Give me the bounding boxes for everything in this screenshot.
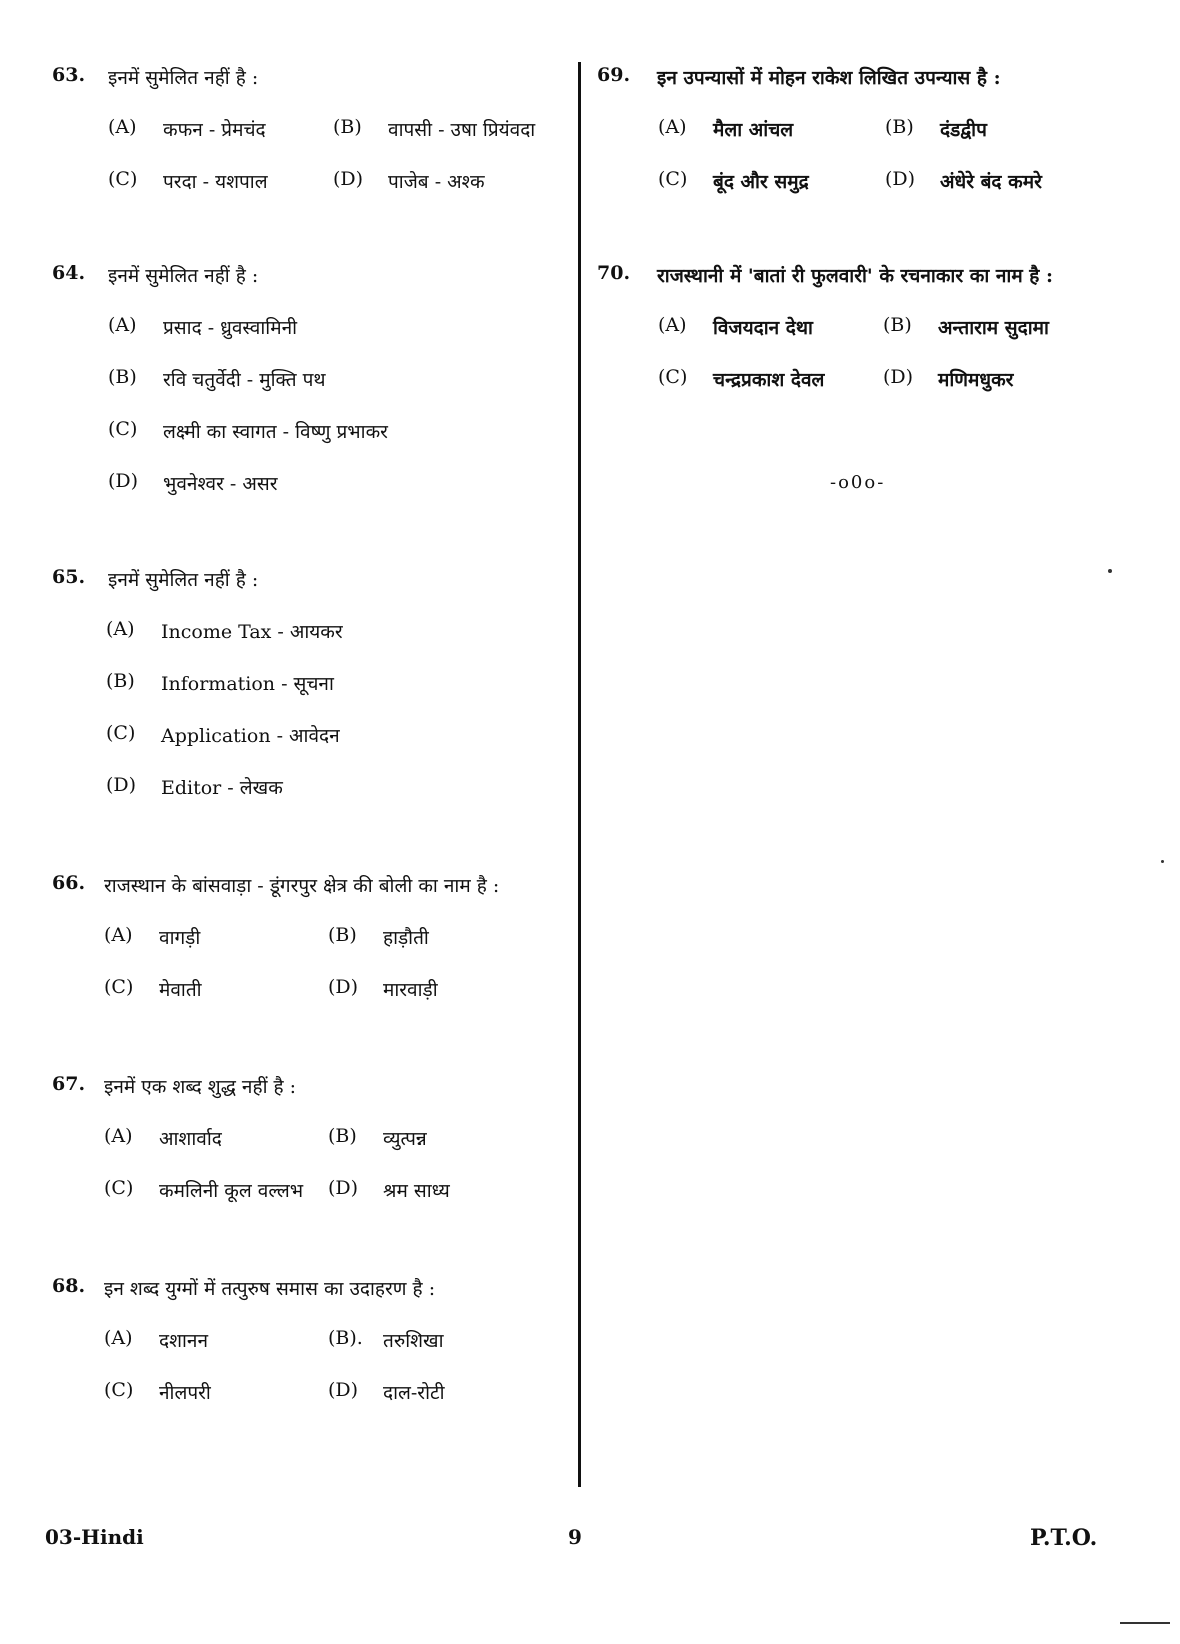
question-text: राजस्थानी में 'बातां री फुलवारी' के रचनाकार का नाम है : bbox=[657, 265, 1054, 287]
question-number: 70. bbox=[597, 262, 631, 284]
question-65 bbox=[0, 566, 575, 799]
option-label: (B) bbox=[333, 116, 362, 138]
option-text: भुवनेश्वर - असर bbox=[163, 473, 278, 495]
option-text: मारवाड़ी bbox=[383, 979, 438, 1001]
option-text: Income Tax - आयकर bbox=[161, 621, 343, 643]
option-text: वापसी - उषा प्रियंवदा bbox=[388, 119, 536, 141]
question-text: राजस्थान के बांसवाड़ा - डूंगरपुर क्षेत्र की बोली का नाम है : bbox=[104, 875, 500, 897]
option-label: (A) bbox=[104, 1327, 133, 1349]
option-label: (A) bbox=[658, 314, 687, 336]
option-text: रवि चतुर्वेदी - मुक्ति पथ bbox=[163, 369, 326, 391]
option-label: (B). bbox=[328, 1327, 363, 1349]
option-text: दंडद्वीप bbox=[940, 119, 987, 141]
option-text: चन्द्रप्रकाश देवल bbox=[713, 369, 825, 391]
question-number: 63. bbox=[52, 64, 86, 86]
scan-edge-mark bbox=[1120, 1622, 1170, 1624]
option-label: (D) bbox=[108, 470, 139, 492]
question-number: 67. bbox=[52, 1073, 86, 1095]
option-label: (D) bbox=[328, 1177, 359, 1199]
question-66 bbox=[0, 872, 575, 1001]
option-label: (D) bbox=[333, 168, 364, 190]
option-text: लक्ष्मी का स्वागत - विष्णु प्रभाकर bbox=[163, 421, 388, 443]
question-text: इनमें सुमेलित नहीं है : bbox=[108, 265, 259, 287]
option-label: (D) bbox=[883, 366, 914, 388]
option-label: (D) bbox=[328, 976, 359, 998]
question-text: इन उपन्यासों में मोहन राकेश लिखित उपन्यास है : bbox=[657, 67, 1001, 89]
option-text: अन्ताराम सुदामा bbox=[938, 317, 1049, 339]
pto-label: P.T.O. bbox=[1030, 1525, 1098, 1551]
column-divider bbox=[578, 62, 581, 1487]
option-text: Editor - लेखक bbox=[161, 777, 283, 799]
option-text: प्रसाद - ध्रुवस्वामिनी bbox=[163, 317, 298, 339]
option-text: तरुशिखा bbox=[383, 1330, 444, 1352]
option-text: Information - सूचना bbox=[161, 673, 334, 695]
question-number: 69. bbox=[597, 64, 631, 86]
option-label: (B) bbox=[108, 366, 137, 388]
question-number: 66. bbox=[52, 872, 86, 894]
option-text: परदा - यशपाल bbox=[163, 171, 268, 193]
scan-speck bbox=[1161, 860, 1164, 863]
left-column bbox=[0, 0, 575, 1500]
option-label: (D) bbox=[885, 168, 916, 190]
option-text: दाल-रोटी bbox=[383, 1382, 445, 1404]
option-text: श्रम साध्य bbox=[383, 1180, 450, 1202]
option-label: (C) bbox=[106, 722, 136, 744]
option-label: (A) bbox=[108, 116, 137, 138]
option-text: आशार्वाद bbox=[159, 1128, 222, 1150]
option-label: (C) bbox=[108, 418, 138, 440]
question-number: 64. bbox=[52, 262, 86, 284]
question-text: इन शब्द युग्मों में तत्पुरुष समास का उदाहरण है : bbox=[104, 1278, 436, 1300]
question-69 bbox=[585, 64, 1180, 193]
question-64 bbox=[0, 262, 575, 495]
question-68 bbox=[0, 1275, 575, 1404]
option-text: व्युत्पन्न bbox=[383, 1128, 427, 1150]
option-label: (B) bbox=[885, 116, 914, 138]
option-label: (A) bbox=[104, 1125, 133, 1147]
paper-code: 03-Hindi bbox=[45, 1525, 144, 1549]
option-text: अंधेरे बंद कमरे bbox=[940, 171, 1042, 193]
page-number: 9 bbox=[568, 1525, 582, 1549]
option-text: Application - आवेदन bbox=[161, 725, 340, 747]
option-label: (A) bbox=[108, 314, 137, 336]
option-text: नीलपरी bbox=[159, 1382, 211, 1404]
option-text: दशानन bbox=[159, 1330, 209, 1352]
option-text: विजयदान देथा bbox=[713, 317, 813, 339]
option-text: पाजेब - अश्क bbox=[388, 171, 485, 193]
option-label: (D) bbox=[106, 774, 137, 796]
option-label: (A) bbox=[104, 924, 133, 946]
option-text: मणिमधुकर bbox=[938, 369, 1014, 391]
option-text: मैला आंचल bbox=[713, 119, 794, 141]
question-text: इनमें सुमेलित नहीं है : bbox=[108, 569, 259, 591]
question-63 bbox=[0, 64, 575, 193]
option-label: (C) bbox=[658, 366, 688, 388]
option-text: बूंद और समुद्र bbox=[713, 171, 809, 193]
option-label: (C) bbox=[108, 168, 138, 190]
option-label: (A) bbox=[658, 116, 687, 138]
question-text: इनमें सुमेलित नहीं है : bbox=[108, 67, 259, 89]
option-text: मेवाती bbox=[159, 979, 202, 1001]
option-label: (B) bbox=[328, 1125, 357, 1147]
option-text: कफन - प्रेमचंद bbox=[163, 119, 266, 141]
option-label: (C) bbox=[104, 976, 134, 998]
question-number: 68. bbox=[52, 1275, 86, 1297]
end-mark: -o0o- bbox=[830, 472, 886, 493]
option-label: (B) bbox=[328, 924, 357, 946]
option-label: (C) bbox=[658, 168, 688, 190]
option-label: (B) bbox=[883, 314, 912, 336]
scan-speck bbox=[1108, 569, 1112, 573]
option-label: (A) bbox=[106, 618, 135, 640]
question-70 bbox=[585, 262, 1180, 391]
right-column bbox=[585, 0, 1180, 600]
option-text: हाड़ौती bbox=[383, 927, 429, 949]
question-67 bbox=[0, 1073, 575, 1202]
option-label: (C) bbox=[104, 1177, 134, 1199]
option-label: (D) bbox=[328, 1379, 359, 1401]
question-number: 65. bbox=[52, 566, 86, 588]
option-text: कमलिनी कूल वल्लभ bbox=[159, 1180, 304, 1202]
option-text: वागड़ी bbox=[159, 927, 201, 949]
option-label: (B) bbox=[106, 670, 135, 692]
question-text: इनमें एक शब्द शुद्ध नहीं है : bbox=[104, 1076, 297, 1098]
option-label: (C) bbox=[104, 1379, 134, 1401]
